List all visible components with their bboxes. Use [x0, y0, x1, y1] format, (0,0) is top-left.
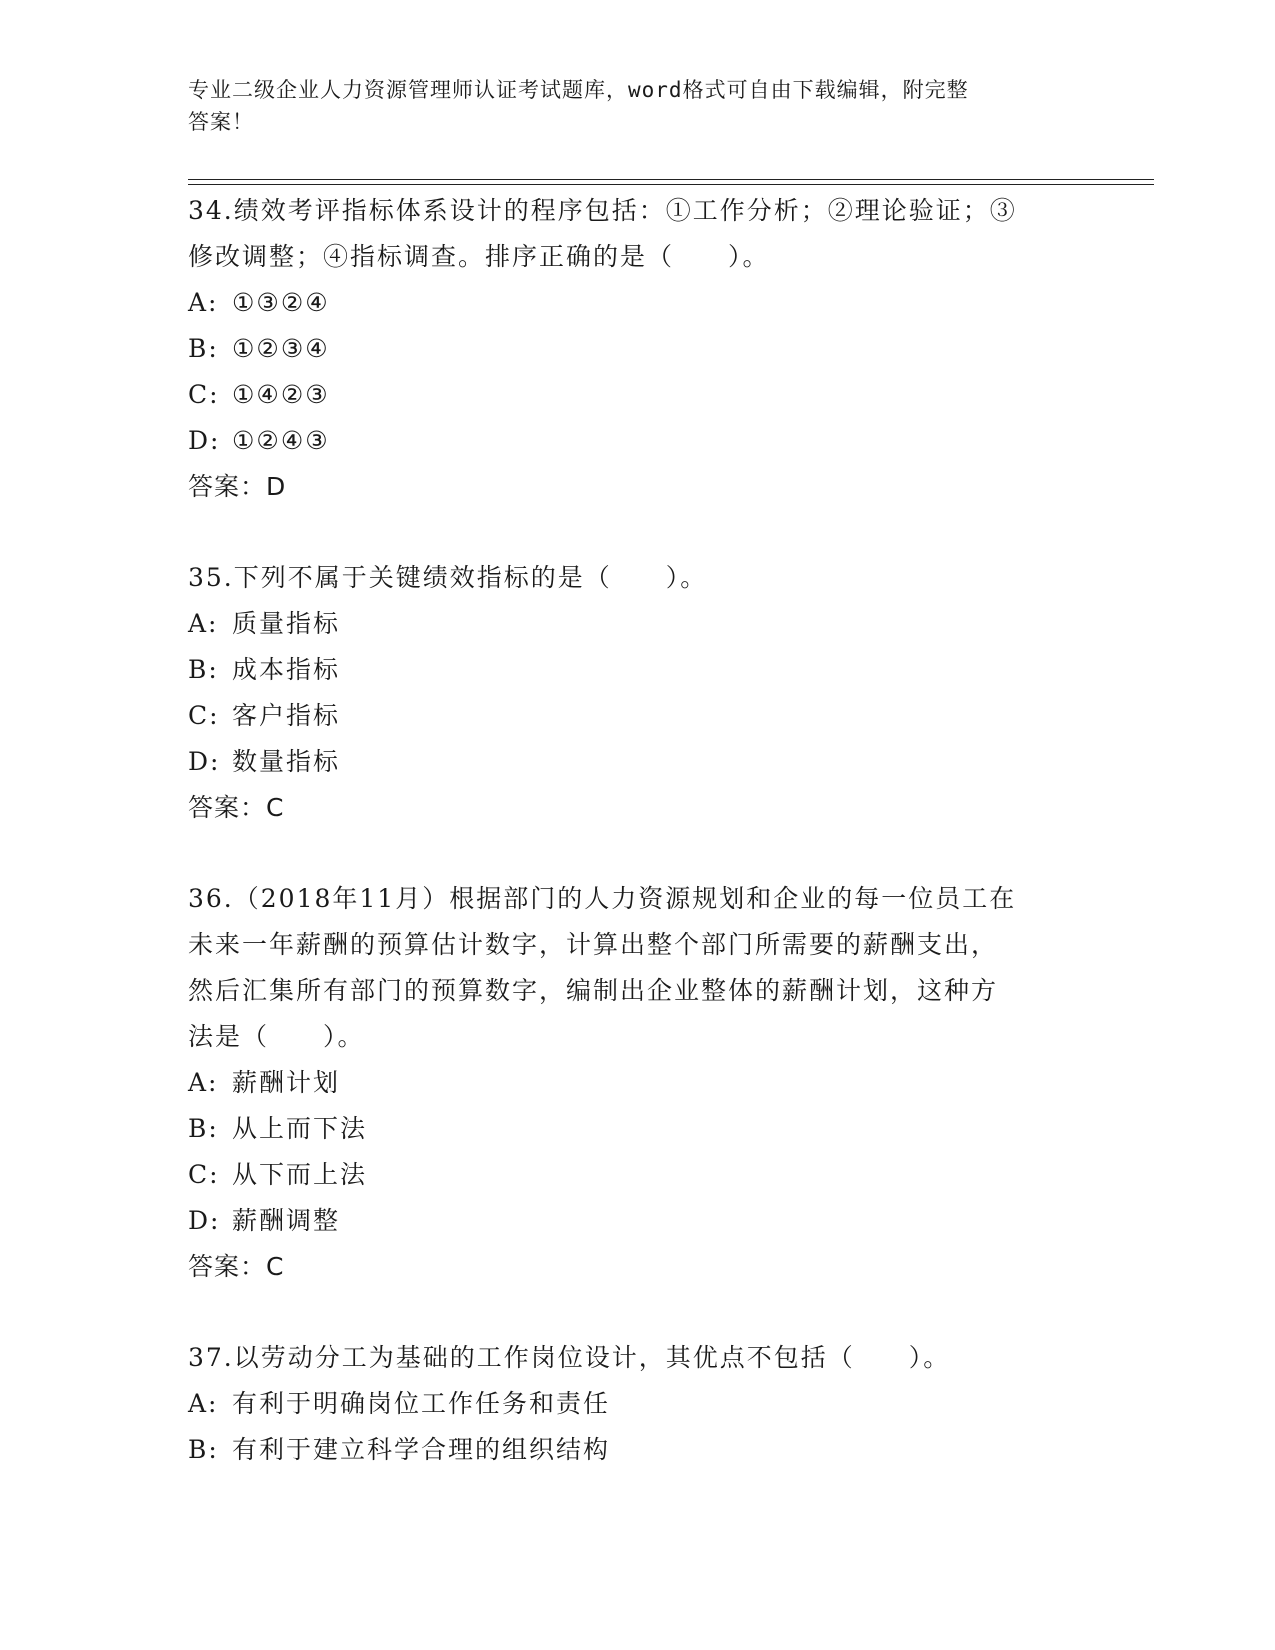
question-36 — [188, 876, 1108, 1290]
option-text: ①②④③ — [232, 426, 330, 455]
question-text: 37.以劳动分工为基础的工作岗位设计，其优点不包括（ ）。 — [188, 1343, 951, 1372]
option-text: ①④②③ — [232, 380, 330, 409]
header-divider-bottom — [188, 184, 1154, 185]
option-text: 有利于明确岗位工作任务和责任 — [232, 1389, 611, 1418]
question-37 — [188, 1335, 1108, 1473]
option-key: A: — [188, 1068, 219, 1097]
option-a — [188, 280, 1108, 326]
option-key: B: — [188, 1114, 219, 1143]
option-key: C: — [188, 701, 220, 730]
question-text: 35.下列不属于关键绩效指标的是（ ）。 — [188, 563, 708, 592]
option-text: 质量指标 — [232, 609, 341, 638]
option-b — [188, 647, 1108, 693]
question-text: 未来一年薪酬的预算估计数字，计算出整个部门所需要的薪酬支出， — [188, 930, 999, 959]
question-34 — [188, 188, 1108, 510]
option-key: A: — [188, 609, 219, 638]
option-b — [188, 326, 1108, 372]
option-c — [188, 1152, 1108, 1198]
option-key: D: — [188, 1206, 221, 1235]
option-c — [188, 693, 1108, 739]
option-d — [188, 1198, 1108, 1244]
header-divider-top — [188, 179, 1154, 180]
answer-text: 答案：C — [188, 1252, 285, 1281]
question-text: 然后汇集所有部门的预算数字，编制出企业整体的薪酬计划，这种方 — [188, 976, 999, 1005]
option-d — [188, 418, 1108, 464]
option-key: D: — [188, 747, 221, 776]
option-text: ①③②④ — [232, 288, 330, 317]
document-header — [188, 74, 1078, 138]
option-key: B: — [188, 655, 219, 684]
option-a — [188, 601, 1108, 647]
option-text: 数量指标 — [232, 747, 341, 776]
option-b — [188, 1427, 1108, 1473]
header-line-1: 专业二级企业人力资源管理师认证考试题库，word格式可自由下载编辑，附完整 — [188, 78, 969, 102]
option-a — [188, 1381, 1108, 1427]
option-key: C: — [188, 1160, 220, 1189]
option-key: A: — [188, 288, 219, 317]
question-text: 修改调整；④指标调查。排序正确的是（ ）。 — [188, 242, 770, 271]
option-a — [188, 1060, 1108, 1106]
option-text: 从下而上法 — [232, 1160, 368, 1189]
option-text: 从上而下法 — [232, 1114, 368, 1143]
option-c — [188, 372, 1108, 418]
question-list — [188, 188, 1108, 1518]
option-key: A: — [188, 1389, 219, 1418]
answer-text: 答案：C — [188, 793, 285, 822]
option-d — [188, 739, 1108, 785]
option-text: 薪酬计划 — [232, 1068, 341, 1097]
option-key: D: — [188, 426, 221, 455]
option-text: 薪酬调整 — [232, 1206, 341, 1235]
question-text: 法是（ ）。 — [188, 1022, 365, 1051]
option-text: 成本指标 — [232, 655, 341, 684]
option-text: 客户指标 — [232, 701, 341, 730]
option-text: ①②③④ — [232, 334, 330, 363]
question-text: 34.绩效考评指标体系设计的程序包括：①工作分析；②理论验证；③ — [188, 196, 1017, 225]
header-line-2: 答案！ — [188, 110, 254, 134]
answer-text: 答案：D — [188, 472, 287, 501]
option-b — [188, 1106, 1108, 1152]
question-35 — [188, 555, 1108, 831]
option-key: B: — [188, 334, 219, 363]
question-text: 36.（2018年11月）根据部门的人力资源规划和企业的每一位员工在 — [188, 884, 1017, 913]
option-key: B: — [188, 1435, 219, 1464]
option-key: C: — [188, 380, 220, 409]
option-text: 有利于建立科学合理的组织结构 — [232, 1435, 611, 1464]
